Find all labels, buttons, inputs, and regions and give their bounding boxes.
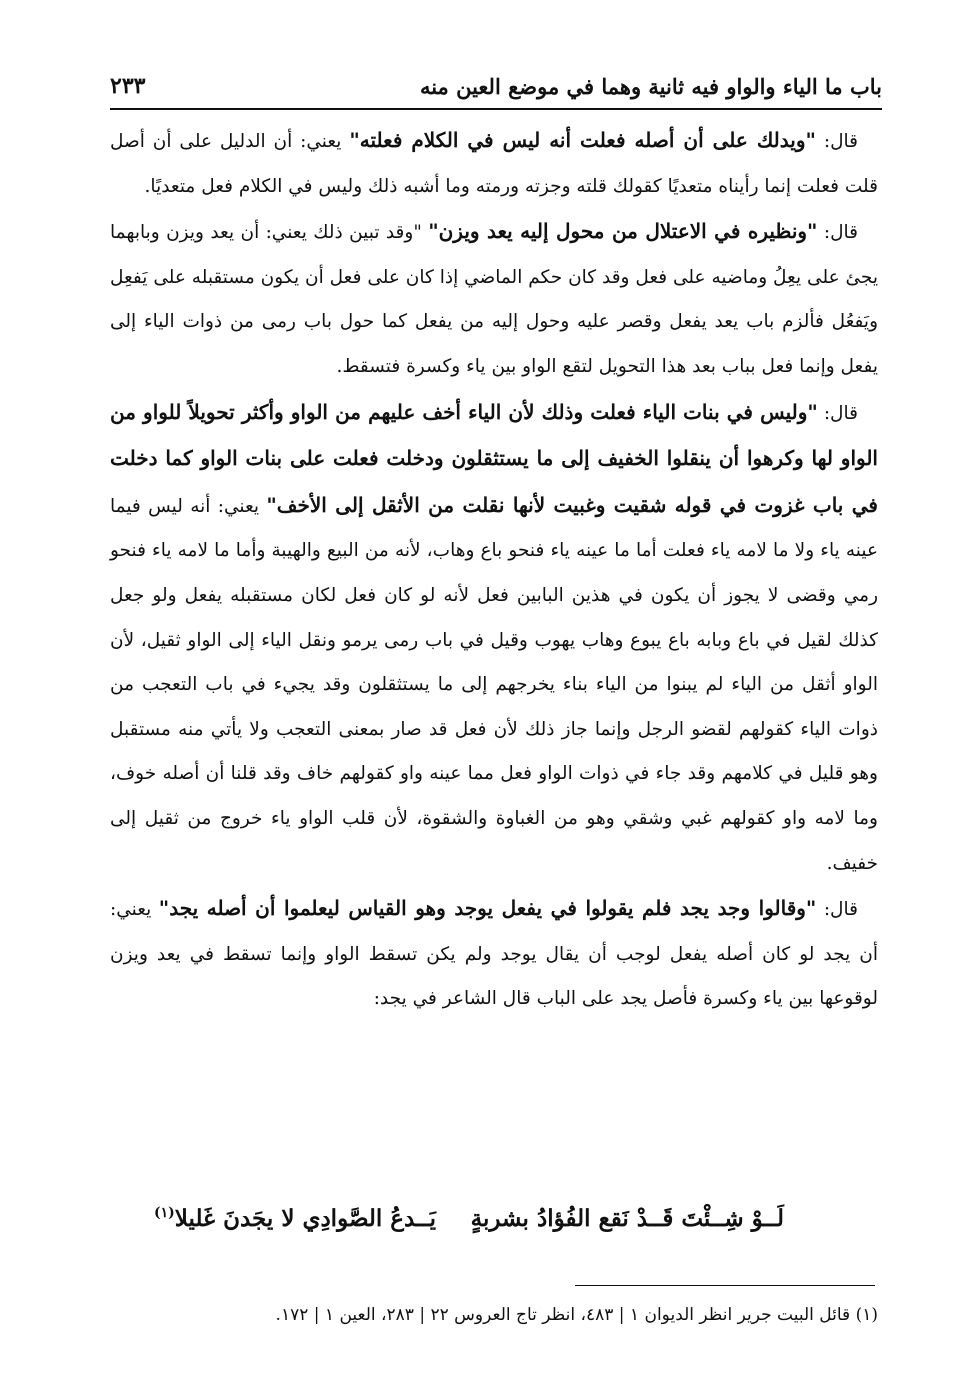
paragraph-lead: قال: xyxy=(817,222,858,244)
paragraph-text: يعني: أن يجد لو كان أصله يفعل لوجب أن يقال يوجد ولم يكن تسقط الواو وإنما تسقط في يعد ويزن لوقوعها بين ياء وكسرة فأصل يجد على الباب قال الشاعر في يجد: xyxy=(110,899,878,1010)
verse-second-hemistich-text: يَــدعُ الصَّوادِي لا يجَدنَ غَليلا xyxy=(174,1204,436,1232)
running-title: باب ما الياء والواو فيه ثانية وهما في موضع العين منه xyxy=(419,73,882,99)
paragraph-text: يعني: أن الدليل على أن أصل قلت فعلت إنما رأيناه متعديًا كقولك قلته وجزته ورمته وما أشبه ذلك وليس في الكلام فعل متعديًا. xyxy=(110,131,878,197)
paragraph-lead: قال: xyxy=(816,899,858,921)
paragraph xyxy=(110,390,878,887)
verse-second-hemistich xyxy=(150,1205,436,1232)
paragraph-text: "وقد تبين ذلك يعني: أن يعد ويزن وبابهما يجئ على يعِلُ وماضيه على فعل وقد كان حكم الماضي إذا كان على فعل أن يكون مستقبله على يَفعِل ويَفعُل فألزم باب يعد يفعل وقصر عليه وحول إليه من يفعل كما حول باب رمى من ذوات الياء إلى يفعل وإنما فعل بباب بعد هذا التحويل لتقع الواو بين ياء وكسرة فتسقط. xyxy=(110,222,878,377)
paragraph-quote: "ويدلك على أن أصله فعلت أنه ليس في الكلام فعلته" xyxy=(349,128,816,152)
footnote-rule xyxy=(575,1285,875,1286)
paragraph xyxy=(110,118,878,209)
paragraph-text: يعني: أنه ليس فيما عينه ياء ولا ما لامه ياء فعلت أما ما عينه ياء فنحو باع وهاب، لأنه من البيع والهيبة وأما ما لامه ياء فنحو رمي وقضى لا يجوز أن يكون في هذين البابين فعل لأنه لو كان فعل لكان مستقبله يفعل ولو جعل كذلك لقيل في باع وبابه باع يبوع وهاب يهوب وقيل في باب رمى يرمو ونقل الياء إلى الواو ثقيل، لأن الواو أثقل من الياء لم يبنوا من الياء بناء يخرجهم إلى ما يستثقلون وقد يجيء في باب التعجب من ذوات الياء كقولهم لقضو الرجل وإنما جاز ذلك لأن فعل قد صار بمعنى التعجب ولا يأتي منه مستقبل وهو قليل في كلامهم وقد جاء في ذوات الواو فعل مما عينه واو كقولهم خاف وقد قلنا أن أصله خوف، وما لامه واو كقولهم غبي وشقي وهو من الغباوة والشقوة، لأن قلب الواو ياء خروج من ثقيل إلى خفيف. xyxy=(110,495,878,874)
paragraph xyxy=(110,209,878,389)
paragraph-quote: "وقالوا وجد يجد فلم يقولوا في يفعل يوجد وهو القياس ليعلموا أن أصله يجد" xyxy=(158,896,817,921)
paragraph-quote: "وليس في بنات الياء فعلت وذلك لأن الياء أخف عليهم من الواو وأكثر تحويلاً للواو من الواو لها وكرهوا أن ينقلوا الخفيف إلى ما يستثقلون ودخلت فعلت على بنات الواو كما دخلت في باب غزوت في قوله شقيت وغبيت لأنها نقلت من الأثقل إلى الأخف" xyxy=(110,399,878,517)
page-number: ٢٣٣ xyxy=(110,73,146,99)
footnote: (١) قائل البيت جرير انظر الديوان ١ | ٤٨٣، انظر تاج العروس ٢٢ | ٢٨٣، العين ١ | ١٧٢. xyxy=(275,1305,878,1325)
body-text xyxy=(110,118,878,1022)
verse-first-hemistich: لَــوْ شِــئْتَ قَــدْ نَقع الفُؤادُ بشربةٍ xyxy=(470,1204,784,1232)
paragraph xyxy=(110,886,878,1022)
page-header xyxy=(110,66,882,106)
paragraph-quote: "ونظيره في الاعتلال من محول إليه يعد ويزن" xyxy=(428,219,818,244)
header-rule xyxy=(110,108,882,110)
paragraph-lead: قال: xyxy=(817,402,858,424)
poetry-verse xyxy=(150,1196,784,1240)
footnote-marker: (١) xyxy=(154,1204,175,1221)
paragraph-lead: قال: xyxy=(815,131,858,152)
